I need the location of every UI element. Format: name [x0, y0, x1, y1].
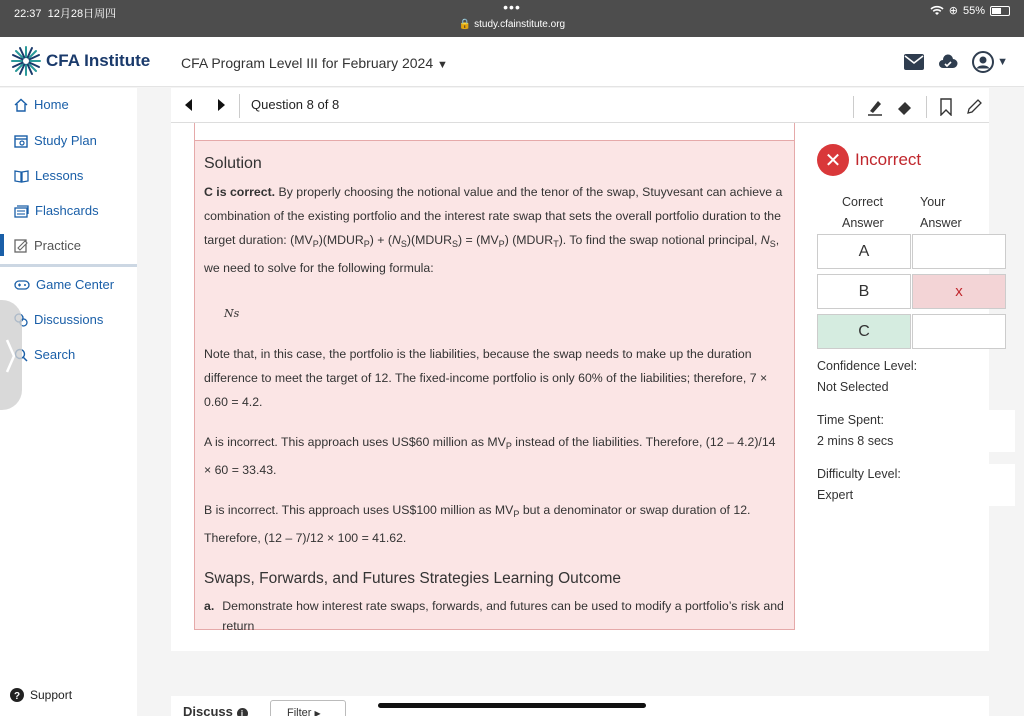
correct-cell-b: B: [817, 274, 911, 309]
book-icon: [14, 169, 29, 183]
tool-separator: [926, 96, 927, 118]
help-icon: [10, 688, 24, 702]
user-avatar-icon: [972, 51, 994, 73]
active-indicator: [0, 234, 4, 256]
learning-outcome-title: Swaps, Forwards, and Futures Strategies Learning Outcome: [204, 570, 621, 587]
question-counter: Question 8 of 8: [251, 97, 340, 112]
mail-icon[interactable]: [904, 54, 924, 70]
correct-cell-a: A: [817, 234, 911, 269]
cfa-globe-icon: [10, 45, 42, 77]
incorrect-icon: ✕: [817, 144, 849, 176]
url-bar[interactable]: 🔒 study.cfainstitute.org: [458, 19, 566, 30]
status-time: 22:37 12月28日周四: [14, 8, 117, 20]
solution-title: Solution: [204, 155, 262, 172]
home-icon: [14, 98, 28, 112]
practice-icon: [14, 239, 28, 253]
info-icon[interactable]: i: [237, 708, 248, 716]
status-bar: [0, 0, 1024, 37]
sidebar-item-home[interactable]: Home: [14, 97, 69, 112]
solution-box: [194, 140, 795, 633]
home-indicator[interactable]: [378, 703, 646, 708]
lock-rotation-icon: ⊕: [948, 5, 958, 17]
result-panel: [817, 144, 989, 544]
wifi-icon: [930, 5, 944, 16]
time-spent: Time Spent: 2 mins 8 secs: [817, 413, 894, 448]
top-icons: [904, 51, 1008, 73]
flashcards-icon: [14, 204, 29, 218]
tool-separator: [853, 96, 854, 118]
sidebar: [0, 88, 137, 716]
more-dots-icon[interactable]: •••: [503, 0, 521, 15]
solution-note: Note that, in this case, the portfolio is the liabilities, because the swap needs to make up the duration difference to meet the target of 12. The fixed-income portfolio is only 60% of the liabilities; therefore, 7 × 0.60 = 4.2.: [204, 347, 768, 409]
bookmark-icon[interactable]: [939, 98, 953, 116]
question-panel: [171, 88, 989, 651]
calendar-icon: [14, 134, 28, 148]
account-menu[interactable]: [972, 51, 1008, 73]
previous-content-edge: [194, 123, 795, 140]
sidebar-item-study-plan[interactable]: Study Plan: [14, 133, 97, 148]
sidebar-item-flashcards[interactable]: Flashcards: [14, 203, 99, 218]
confidence-level: Confidence Level: Not Selected: [817, 359, 918, 394]
support-link[interactable]: ? Support: [10, 688, 72, 702]
program-selector[interactable]: CFA Program Level III for February 2024 ▼: [181, 55, 448, 71]
next-question-icon[interactable]: [216, 99, 226, 111]
logo-text: CFA Institute: [46, 51, 151, 70]
discuss-title: Discuss i: [183, 704, 248, 716]
toolbar: [853, 96, 983, 118]
solution-option-b: B is incorrect. This approach uses US$100 million as $MV_P$ but a denominator or swap duration of 12. Therefore, (12 – 7)/12 × 100 = 41.62.: [204, 503, 751, 545]
status-indicators: [930, 4, 1010, 17]
cloud-sync-icon[interactable]: [938, 54, 958, 70]
your-answer-header: Your Answer: [920, 195, 962, 230]
side-swipe-handle[interactable]: [0, 300, 22, 410]
gamepad-icon: [14, 279, 30, 291]
question-nav: [171, 88, 989, 123]
sidebar-item-practice[interactable]: Practice: [14, 238, 81, 253]
pencil-icon[interactable]: [965, 98, 983, 116]
sidebar-item-lessons[interactable]: Lessons: [14, 168, 83, 183]
previous-question-icon[interactable]: [184, 99, 194, 111]
sidebar-divider: [0, 264, 137, 267]
correct-cell-c: C: [817, 314, 911, 349]
nav-separator: [239, 94, 240, 118]
correct-answer-header: Correct Answer: [842, 195, 884, 230]
formula: Ns: [224, 307, 240, 320]
solution-option-a: A is incorrect. This approach uses US$60 million as $MV_P$ instead of the liabilities. Therefore, (12 – 4.2)/14 × 60 = 33.43.: [204, 435, 776, 477]
info-extension: [989, 410, 1015, 452]
solution-paragraph-correct: C is correct. By properly choosing the notional value and the tenor of the swap, Stuyvesant can achieve a combination of the existing portfolio and the interest rate swap that sets the overall portfolio duration to the target duration: $(MV_P)(MDUR_P)$ + $(N_S)(MDUR_S) = (MV_P)$ $(MDUR_T)$. To find the swap notional principal, $N_S$, we need to solve for the following formula:: [204, 185, 783, 275]
your-cell-b: x: [912, 274, 1006, 309]
info-extension: [989, 464, 1015, 506]
sidebar-item-search[interactable]: Search: [14, 347, 75, 362]
battery-icon: [990, 6, 1010, 16]
chevron-down-icon: ▼: [997, 56, 1008, 68]
your-cell-c: [912, 314, 1006, 349]
filter-button[interactable]: Filter ▶: [270, 700, 346, 716]
highlighter-icon[interactable]: [866, 98, 884, 116]
learning-outcome-item: a. Demonstrate how interest rate swaps, forwards, and futures can be used to modify a portfolio’s risk and return: [204, 599, 784, 633]
top-bar: [0, 37, 1024, 87]
battery-percent: 55%: [962, 4, 985, 17]
caret-right-icon: ▶: [314, 709, 321, 716]
sidebar-item-discussions[interactable]: Discussions: [14, 312, 103, 327]
svg-text:?: ?: [13, 691, 21, 702]
result-status: ✕ Incorrect: [817, 144, 989, 176]
difficulty-level: Difficulty Level: Expert: [817, 467, 901, 502]
your-cell-a: [912, 234, 1006, 269]
chevron-right-icon: [4, 336, 18, 376]
caret-down-icon: ▼: [437, 59, 448, 71]
cfa-logo[interactable]: [10, 45, 150, 77]
eraser-icon[interactable]: [896, 98, 914, 116]
sidebar-item-game-center[interactable]: Game Center: [14, 277, 114, 292]
